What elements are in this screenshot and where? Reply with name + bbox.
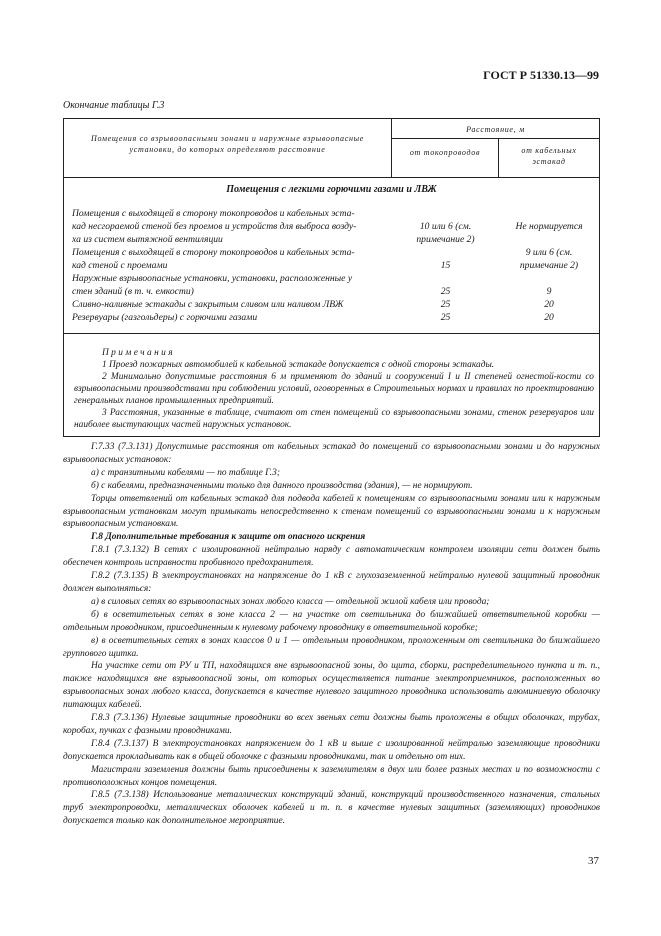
table-rows bbox=[72, 207, 599, 324]
table-row: Сливно-наливные эстакады с закрытым сливом или наливом ЛВЖ 25 20 bbox=[72, 299, 554, 310]
note-3: 3 Расстояния, указанные в таблице, считают от стен помещений со взрывоопасными зонами, стенок резервуаров или наиболее выступающих частей наружных установок. bbox=[74, 408, 594, 430]
document-id: ГОСТ Р 51330.13—99 bbox=[483, 68, 599, 82]
paragraph: Г.8.2 (7.3.135) В электроустановках на напряжение до 1 кВ с глухозаземленной нейтралью нулевой защитный проводник должен выполняться: bbox=[63, 571, 600, 594]
notes-title: Примечания bbox=[102, 348, 176, 358]
paragraph: На участке сети от РУ и ТП, находящихся вне взрывоопасной зоны, до щита, сборки, распределительного пункта и т. п., также находящихся вне взрывоопасной зоны, от которых осуществляется питание электроприемников, расположенных во взрывоопасных зонах любого класса, допускается в качестве нулевого защитного проводника использовать алюминиевую оболочку питающих кабелей. bbox=[63, 661, 600, 711]
column-header-from-busbars: от токопроводов bbox=[392, 139, 499, 177]
table-divider bbox=[64, 177, 599, 178]
table-row: Наружные взрывоопасные установки, установки, расположенные у стен зданий (в т. ч. емкости) 25 9 bbox=[72, 273, 552, 297]
table-row: Помещения с выходящей в сторону токопроводов и кабельных эста- кад несгораемой стеной без проемов и устройств для выброса возду- ха из систем вытяжной вентиляции 10 или 6 (см. примечание 2) Не нормируется bbox=[72, 208, 583, 245]
table-section-title: Помещения с легкими горючими газами и ЛВЖ bbox=[226, 184, 437, 195]
paragraph: Г.8.4 (7.3.137) В электроустановках напряжением до 1 кВ и выше с изолированной нейтралью заземляющие проводники допускается прокладывать как в общей оболочке с фазными проводниками, так и отдельно от них. bbox=[63, 738, 600, 762]
note-1: 1 Проезд пожарных автомобилей к кабельной эстакаде допускается с одной стороны эстакады. bbox=[102, 360, 495, 370]
paragraph: б) в осветительных сетях в зоне класса 2 — на участке от светильника до ближайшей ответвительной коробки — отдельным проводником, присоединенным к нулевому рабочему проводнику в ответвительной коробке; bbox=[63, 609, 600, 633]
note-2: 2 Минимально допустимые расстояния 6 м применяют до зданий и сооружений I и II степеней огнестой-кости со взрывоопасными производствами при соблюдении условий, оговоренных в Строительных нормах и правилах по проектированию генеральных планов промышленных предприятий. bbox=[74, 372, 594, 406]
column-header-premises: Помещения со взрывоопасными зонами и наружные взрывоопасные установки, до которых определяют расстояние bbox=[64, 119, 392, 177]
table-row: Помещения с выходящей в сторону токопроводов и кабельных эста- кад стеной с проемами 15 9 или 6 (см. примечание 2) bbox=[72, 247, 579, 271]
table-divider bbox=[64, 333, 599, 334]
paragraph: а) в силовых сетях во взрывоопасных зонах любого класса — отдельной жилой кабеля или провода; bbox=[91, 596, 490, 607]
table-notes bbox=[74, 347, 594, 431]
paragraph: Г.8.5 (7.3.138) Использование металлических конструкций зданий, конструкций производственного назначения, стальных труб электропроводки, металлических оболочек кабелей и т. п. в качестве нулевых защитных (заземляющих) проводников допускается только как дополнительное мероприятие. bbox=[63, 790, 600, 827]
paragraph: Торцы ответвлений от кабельных эстакад для подвода кабелей к помещениям со взрывоопасными зонами или к наружным взрывоопасным установкам могут примыкать непосредственно к стенам помещений со взрывоопасными зонами и к наружным взрывоопасным установкам. bbox=[63, 493, 600, 530]
column-header-distance: Расстояние, м bbox=[392, 119, 599, 139]
paragraph: в) в осветительных сетях в зонах классов 0 и 1 — отдельным проводником, проложенным от светильника до ближайшего группового щитка. bbox=[63, 635, 600, 659]
paragraph: б) с кабелями, предназначенными только для данного производства (здания), — не нормируют. bbox=[91, 480, 473, 491]
table-caption: Окончание таблицы Г.3 bbox=[63, 100, 165, 111]
column-header-from-cable-racks: от кабельных эстакад bbox=[521, 146, 577, 166]
section-heading: Г.8 Дополнительные требования к защите от опасного искрения bbox=[91, 532, 366, 543]
body-text bbox=[63, 441, 600, 828]
paragraph: Г.8.3 (7.3.136) Нулевые защитные проводники во всех звеньях сети должны быть проложены в общих оболочках, трубах, коробах, пучках с фазными проводниками. bbox=[63, 713, 600, 736]
paragraph: а) с транзитными кабелями — по таблице Г.3; bbox=[91, 467, 280, 478]
paragraph: Г.8.1 (7.3.132) В сетях с изолированной нейтралью наряду с автоматическим контролем изоляции сети должен быть обеспечен контроль исправности пробивного предохранителя. bbox=[63, 545, 600, 569]
paragraph: Магистрали заземления должны быть присоединены к заземлителям в двух или более разных местах и по возможности с противоположных концов помещения. bbox=[63, 764, 600, 788]
paragraph: Г.7.33 (7.3.131) Допустимые расстояния от кабельных эстакад до помещений со взрывоопасными зонами и до наружных взрывоопасных установок: bbox=[63, 442, 600, 465]
table-row: Резервуары (газгольдеры) с горючими газами 25 20 bbox=[72, 312, 554, 323]
page-number: 37 bbox=[588, 855, 599, 867]
distance-table bbox=[63, 118, 600, 437]
